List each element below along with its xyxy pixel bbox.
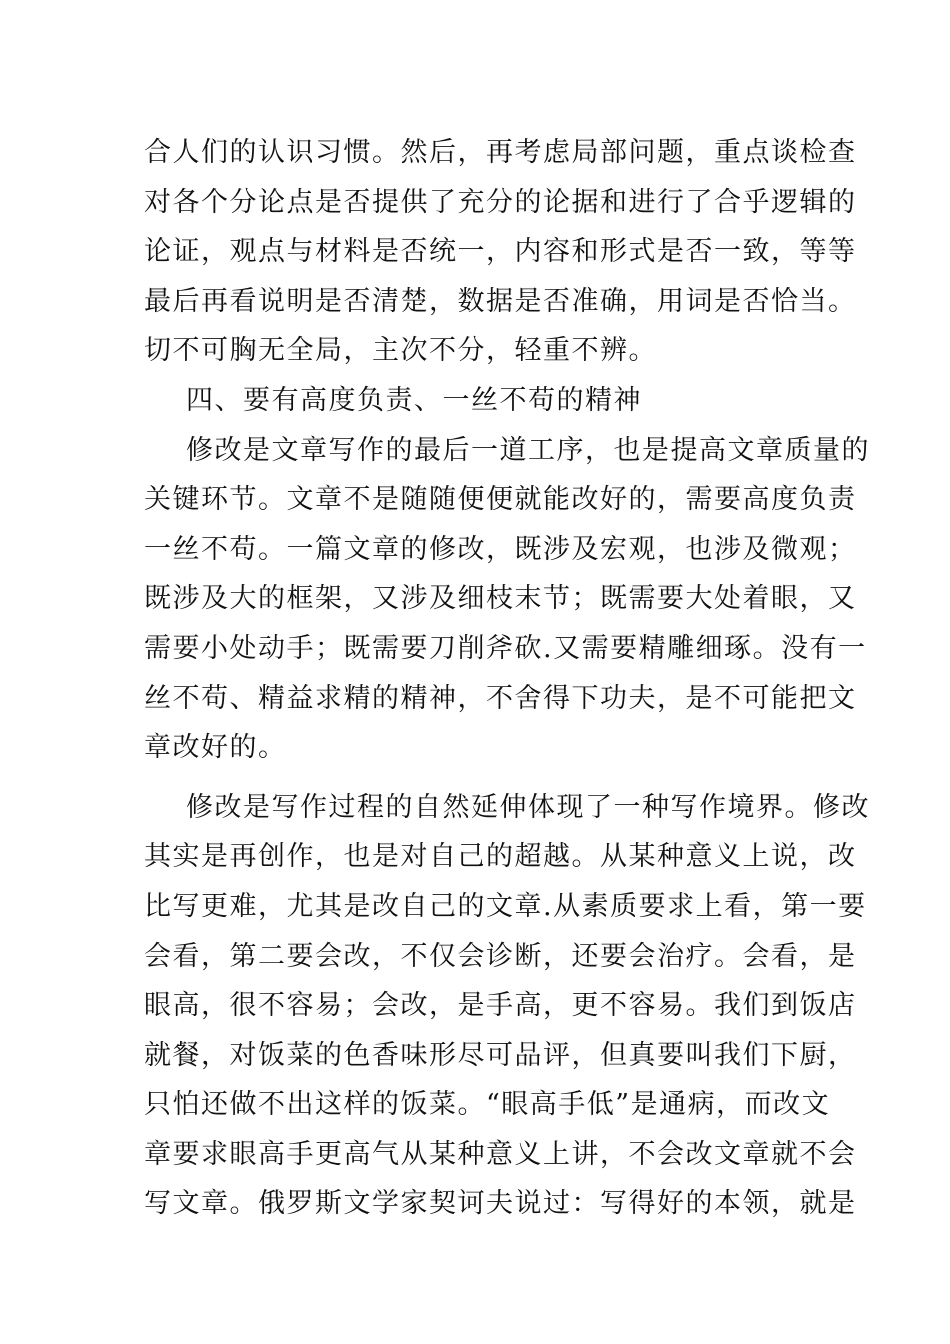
text-line: 就餐，对饭菜的色香味形尽可品评，但真要叫我们下厨， <box>144 1039 857 1071</box>
text-line: 既涉及大的框架，又涉及细枝末节；既需要大处着眼，又 <box>144 583 857 615</box>
text-line: 一丝不苟。一篇文章的修改，既涉及宏观，也涉及微观； <box>144 533 857 565</box>
paragraph-2 <box>144 426 870 773</box>
paragraph-3 <box>144 783 870 1229</box>
text-line: 切不可胸无全局，主次不分，轻重不辨。 <box>144 335 657 367</box>
text-line: 会看，第二要会改，不仅会诊断，还要会治疗。会看，是 <box>144 940 857 972</box>
text-line: 需要小处动手；既需要刀削斧砍.又需要精雕细琢。没有一 <box>144 632 867 664</box>
text-line: 章改好的。 <box>144 732 287 764</box>
text-line: 论证，观点与材料是否统一，内容和形式是否一致，等等 <box>144 236 857 268</box>
text-line: 修改是文章写作的最后一道工序，也是提高文章质量的 <box>186 434 870 466</box>
section-heading: 四、要有高度负责、一丝不苟的精神 <box>186 384 642 416</box>
text-line: 比写更难，尤其是改自己的文章.从素质要求上看，第一要 <box>144 890 867 922</box>
paragraph-spacer <box>144 773 814 783</box>
text-line: 关键环节。文章不是随随便便就能改好的，需要高度负责 <box>144 484 857 516</box>
text-line: 只怕还做不出这样的饭菜。“眼高手低”是通病，而改文 <box>144 1089 831 1121</box>
text-line: 对各个分论点是否提供了充分的论据和进行了合乎逻辑的 <box>144 186 857 218</box>
text-line: 合人们的认识习惯。然后，再考虑局部问题，重点谈检查 <box>144 137 857 168</box>
text-line: 丝不苟、精益求精的精神，不舍得下功夫，是不可能把文 <box>144 682 857 714</box>
document-body <box>144 128 870 1229</box>
paragraph-1 <box>144 128 857 376</box>
text-line: 眼高，很不容易；会改，是手高，更不容易。我们到饭店 <box>144 990 857 1022</box>
text-line: 其实是再创作，也是对自己的超越。从某种意义上说，改 <box>144 841 857 873</box>
text-line: 写文章。俄罗斯文学家契诃夫说过：写得好的本领，就是 <box>144 1188 857 1220</box>
text-line: 最后再看说明是否清楚，数据是否准确，用词是否恰当。 <box>144 285 857 317</box>
text-line: 修改是写作过程的自然延伸体现了一种写作境界。修改 <box>186 791 870 823</box>
text-line: 章要求眼高手更高气从某种意义上讲，不会改文章就不会 <box>144 1138 857 1170</box>
